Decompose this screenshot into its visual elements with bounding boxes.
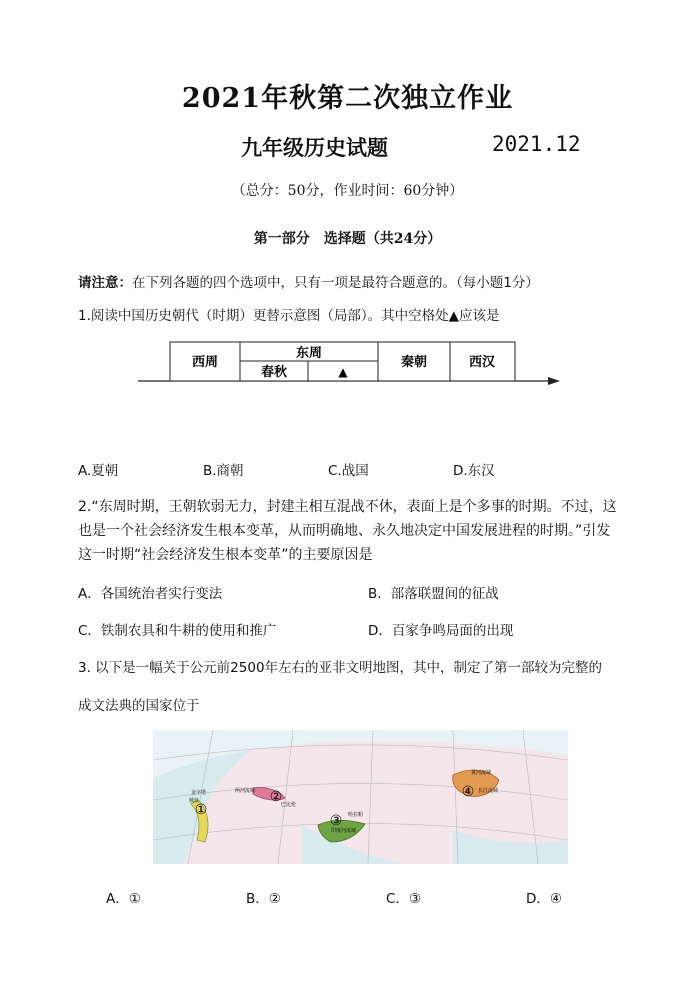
exam-meta: （总分：50分，作业时间：60分钟） bbox=[231, 183, 464, 199]
timeline-xihan: 西汉 bbox=[468, 355, 496, 370]
exam-date: 2021.12 bbox=[492, 132, 581, 156]
q1-stem: 1.阅读中国历史朝代（时期）更替示意图（局部）。其中空格处▲应该是 bbox=[78, 308, 500, 324]
map-label-egypt: 金字塔 bbox=[191, 790, 207, 796]
timeline-chunqiu: 春秋 bbox=[260, 365, 288, 380]
q3-stem-line1: 3. 以下是一幅关于公元前2500年左右的亚非文明地图，其中，制定了第一部较为完整的 bbox=[78, 660, 603, 676]
map-label-india2: 哈拉帕 bbox=[348, 812, 364, 818]
map-label-china2: 长江流域 bbox=[478, 788, 499, 794]
q3-option-a: A．① bbox=[106, 891, 141, 907]
q1-option-a: A.夏朝 bbox=[78, 463, 119, 479]
q1-option-d: D.东汉 bbox=[453, 463, 495, 479]
q3-option-d: D．④ bbox=[526, 891, 562, 907]
q2-option-b: B．部落联盟间的征战 bbox=[368, 586, 499, 602]
timeline-dongzhou: 东周 bbox=[295, 346, 323, 361]
q1-option-b: B.商朝 bbox=[203, 463, 244, 479]
q2-option-a: A．各国统治者实行变法 bbox=[78, 586, 223, 602]
instructions bbox=[78, 271, 539, 291]
map-label-china: 黄河流域 bbox=[471, 770, 492, 776]
map-label-india: 印度河流域 bbox=[331, 828, 357, 834]
map-label-egypt2: 城址 bbox=[189, 798, 200, 804]
map-label-meso: 两河流域 bbox=[235, 788, 256, 794]
timeline-qin: 秦朝 bbox=[400, 355, 428, 370]
civilization-map bbox=[153, 730, 568, 864]
map-marker-2: ② bbox=[269, 789, 283, 805]
dynasty-timeline bbox=[130, 335, 570, 395]
exam-subtitle: 九年级历史试题 bbox=[241, 135, 388, 160]
q3-stem-line2: 成文法典的国家位于 bbox=[78, 698, 200, 714]
timeline-arrowhead bbox=[548, 377, 560, 385]
q2-option-d: D．百家争鸣局面的出现 bbox=[368, 623, 514, 639]
q1-option-c: C.战国 bbox=[328, 463, 369, 479]
instructions-label: 请注意： bbox=[78, 275, 132, 291]
map-label-meso2: 巴比伦 bbox=[281, 802, 297, 808]
instructions-text: 在下列各题的四个选项中，只有一项是最符合题意的。（每小题1分） bbox=[132, 275, 539, 291]
map-marker-1: ① bbox=[194, 802, 208, 818]
q2-stem-line2: 也是一个社会经济发生根本变革，从而明确地、永久地决定中国发展进程的时期。”引发 bbox=[78, 523, 611, 539]
q3-option-c: C．③ bbox=[386, 891, 422, 907]
map-marker-4: ④ bbox=[461, 784, 475, 800]
map-marker-3: ③ bbox=[329, 813, 343, 829]
section-title: 第一部分 选择题（共24分） bbox=[253, 231, 442, 247]
q2-stem-line1: 2.“东周时期，王朝软弱无力，封建主相互混战不休，表面上是个多事的时期。不过，这 bbox=[78, 499, 617, 515]
page-title: 2021年秋第二次独立作业 bbox=[181, 83, 514, 114]
q2-option-c: C．铁制农具和牛耕的使用和推广 bbox=[78, 623, 277, 639]
timeline-blank: ▲ bbox=[338, 365, 348, 379]
q3-option-b: B．② bbox=[246, 891, 281, 907]
q2-stem-line3: 这一时期“社会经济发生根本变革”的主要原因是 bbox=[78, 547, 373, 563]
timeline-xizhou: 西周 bbox=[191, 355, 219, 370]
